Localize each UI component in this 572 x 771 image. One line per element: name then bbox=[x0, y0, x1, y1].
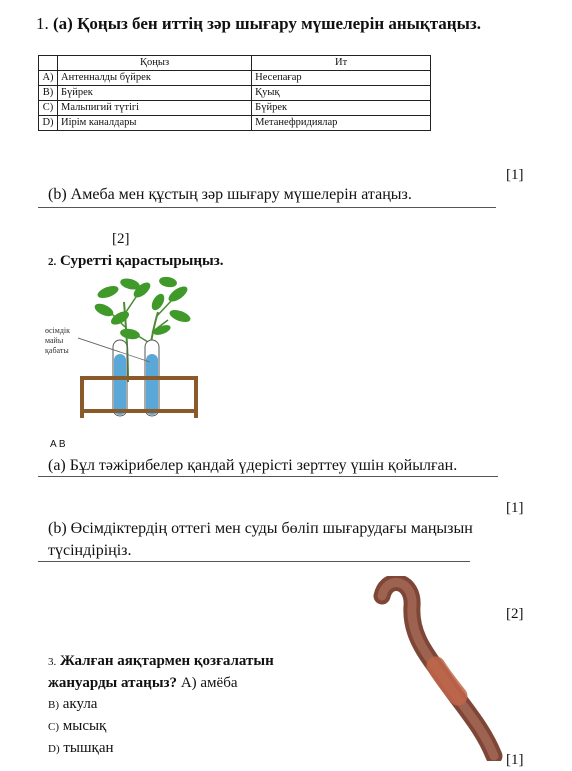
question-2-part-b-line1: (b) Өсімдіктердің оттегі мен суды бөліп шығарудағы маңызын bbox=[48, 520, 473, 537]
question-3-text: Жалған аяқтармен қозғалатын bbox=[60, 653, 274, 669]
table-header-dog: Ит bbox=[252, 56, 431, 71]
row-dog-organ: Бүйрек bbox=[252, 101, 431, 116]
question-1-text: (a) Қоңыз бен иттің зәр шығару мүшелерін анықтаңыз. bbox=[53, 14, 481, 33]
answer-line bbox=[38, 561, 470, 562]
oil-layer-label bbox=[45, 326, 70, 356]
answer-line bbox=[38, 476, 498, 477]
table-row bbox=[39, 86, 431, 101]
question-1-part-a bbox=[36, 14, 481, 34]
organs-table bbox=[38, 55, 431, 131]
question-2-text: Суретті қарастырыңыз. bbox=[60, 253, 224, 269]
row-beetle-organ: Антенналды бүйрек bbox=[58, 71, 252, 86]
table-header-empty bbox=[39, 56, 58, 71]
label-line: өсімдік bbox=[45, 326, 71, 335]
option-text: мысық bbox=[62, 718, 107, 734]
option-a: А) амёба bbox=[180, 675, 238, 691]
question-3-title-line1 bbox=[48, 651, 274, 673]
option-c bbox=[48, 716, 274, 738]
question-3-title-line2 bbox=[48, 673, 274, 694]
row-letter: C) bbox=[39, 101, 58, 116]
question-1-part-b: (b) Амеба мен құстың зәр шығару мүшелерін атаңыз. bbox=[48, 186, 412, 203]
row-dog-organ: Метанефридиялар bbox=[252, 116, 431, 131]
table-row bbox=[39, 101, 431, 116]
option-letter: B) bbox=[48, 699, 59, 711]
question-2-title bbox=[48, 253, 224, 270]
row-beetle-organ: Бүйрек bbox=[58, 86, 252, 101]
row-letter: A) bbox=[39, 71, 58, 86]
mark-q1a: [1] bbox=[506, 167, 524, 183]
label-line: майы bbox=[45, 336, 64, 345]
option-letter: C) bbox=[48, 721, 59, 733]
option-text: тышқан bbox=[63, 740, 114, 756]
answer-line bbox=[38, 207, 496, 208]
mark-q1b: [2] bbox=[112, 231, 130, 247]
label-line: қабаты bbox=[45, 346, 69, 355]
mark-q2b: [2] bbox=[506, 606, 524, 622]
option-text: акула bbox=[62, 696, 98, 712]
question-1-number: 1. bbox=[36, 14, 49, 33]
figure-caption: A B bbox=[50, 439, 66, 450]
question-3-number: 3. bbox=[48, 656, 57, 668]
option-letter: D) bbox=[48, 743, 60, 755]
table-header-row bbox=[39, 56, 431, 71]
row-dog-organ: Несепағар bbox=[252, 71, 431, 86]
table-header-beetle: Қоңыз bbox=[58, 56, 252, 71]
question-2-number: 2. bbox=[48, 256, 57, 268]
earthworm-image bbox=[372, 576, 522, 761]
table-row bbox=[39, 71, 431, 86]
question-3-text: жануарды атаңыз? bbox=[48, 675, 178, 691]
tube-rack bbox=[80, 376, 198, 418]
question-3 bbox=[48, 651, 274, 760]
row-letter: D) bbox=[39, 116, 58, 131]
mark-q2a: [1] bbox=[506, 500, 524, 516]
question-2-part-a: (a) Бұл тәжірибелер қандай үдерісті зерттеу үшін қойылған. bbox=[48, 457, 458, 474]
row-letter: B) bbox=[39, 86, 58, 101]
mark-q3: [1] bbox=[506, 752, 524, 768]
leaf-icon bbox=[93, 276, 192, 341]
option-b bbox=[48, 694, 274, 716]
option-d bbox=[48, 738, 274, 760]
row-beetle-organ: Мальпигий түтігі bbox=[58, 101, 252, 116]
row-beetle-organ: Иірім каналдары bbox=[58, 116, 252, 131]
row-dog-organ: Қуық bbox=[252, 86, 431, 101]
table-row bbox=[39, 116, 431, 131]
question-2-part-b-line2: түсіндіріңіз. bbox=[48, 542, 132, 559]
